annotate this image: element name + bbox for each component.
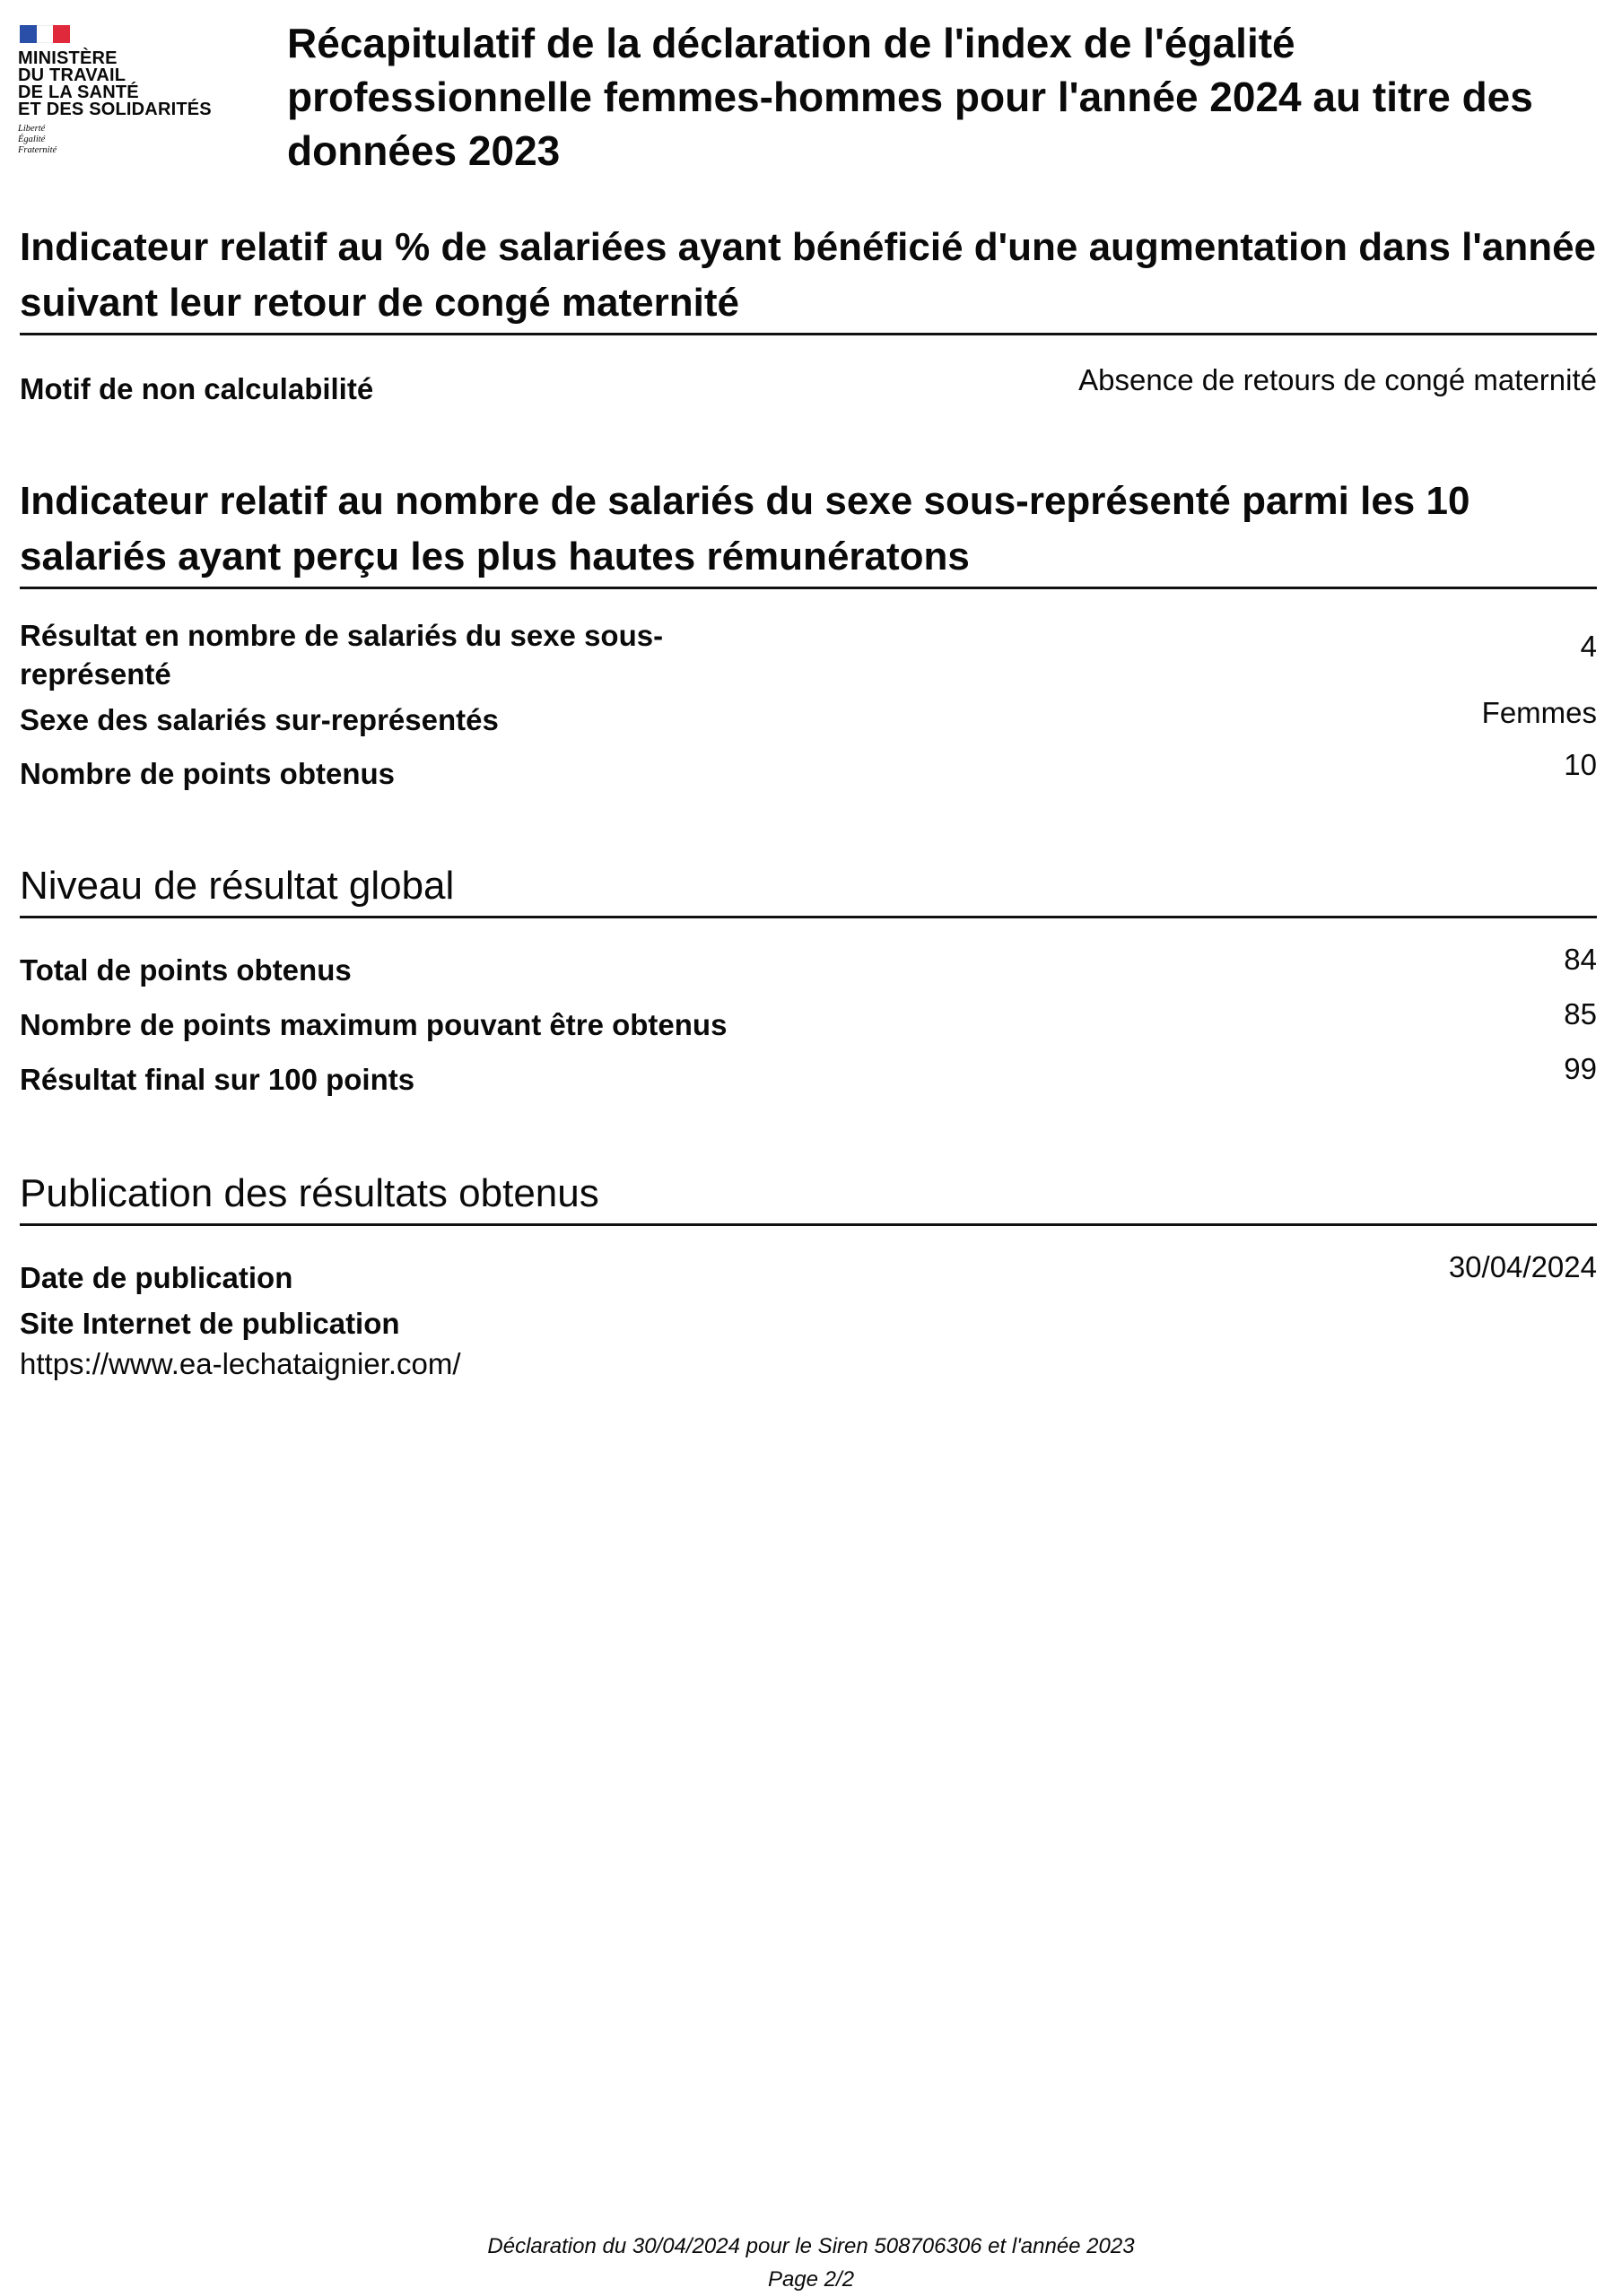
final-score-label: Résultat final sur 100 points — [20, 1063, 415, 1096]
ministry-line: ET DES SOLIDARITÉS — [18, 100, 212, 119]
motto-line: Fraternité — [18, 145, 57, 155]
final-score-value: 99 — [1564, 1052, 1597, 1085]
result-count-value: 4 — [1580, 630, 1597, 663]
maternity-row — [20, 364, 1597, 408]
overrepresented-sex-label: Sexe des salariés sur-représentés — [20, 703, 499, 736]
section-top-salaries-indicator — [20, 474, 1597, 793]
points-value: 10 — [1564, 748, 1597, 781]
footer-declaration: Déclaration du 30/04/2024 pour le Siren 508706306 et l'année 2023 — [487, 2234, 1135, 2258]
max-points-row — [20, 997, 1597, 1044]
publication-site-label: Site Internet de publication — [20, 1307, 400, 1340]
document-title: Récapitulatif de la déclaration de l'index de l'égalité professionnelle femmes-hommes pour l'année 2024 au titre des données 2023 — [287, 20, 1533, 174]
non-calculability-value: Absence de retours de congé maternité — [1078, 363, 1597, 396]
page-footer — [0, 2230, 1622, 2296]
page-number: Page 2/2 — [767, 2267, 855, 2292]
total-points-row — [20, 943, 1597, 989]
total-points-label: Total de points obtenus — [20, 953, 352, 987]
section-maternity-indicator — [20, 220, 1597, 408]
motto-line: Liberté — [18, 124, 46, 134]
ministry-logo — [18, 25, 233, 182]
marianne-flag-icon — [20, 25, 70, 43]
result-count-row — [20, 616, 1597, 693]
ministry-line: DU TRAVAIL — [18, 65, 126, 85]
section-title: Indicateur relatif au nombre de salariés du sexe sous-représenté parmi les 10 salariés ayant perçu les plus hautes rémunératons — [20, 474, 1597, 589]
republic-motto — [18, 124, 233, 156]
total-points-value: 84 — [1564, 943, 1597, 976]
max-points-value: 85 — [1564, 997, 1597, 1031]
publication-date-label: Date de publication — [20, 1261, 293, 1294]
ministry-name — [18, 50, 233, 118]
section-publication — [20, 1166, 1597, 1383]
ministry-line: DE LA SANTÉ — [18, 83, 139, 102]
section-title: Niveau de résultat global — [20, 858, 1597, 918]
overrepresented-sex-value: Femmes — [1481, 696, 1597, 729]
non-calculability-label: Motif de non calculabilité — [20, 372, 374, 405]
publication-date-row — [20, 1250, 1597, 1297]
max-points-label: Nombre de points maximum pouvant être obtenus — [20, 1008, 728, 1041]
publication-site-url[interactable]: https://www.ea-lechataignier.com/ — [20, 1347, 461, 1380]
publication-date-value: 30/04/2024 — [1448, 1250, 1597, 1283]
result-count-label: Résultat en nombre de salariés du sexe sous-représenté — [20, 619, 664, 691]
section-title: Publication des résultats obtenus — [20, 1166, 1597, 1226]
section-title: Indicateur relatif au % de salariées ayant bénéficié d'une augmentation dans l'année suivant leur retour de congé maternité — [20, 220, 1597, 335]
points-row — [20, 748, 1597, 793]
motto-line: Égalité — [18, 135, 46, 144]
points-label: Nombre de points obtenus — [20, 757, 396, 790]
ministry-line: MINISTÈRE — [18, 48, 118, 68]
section-global-result — [20, 858, 1597, 1099]
overrepresented-sex-row — [20, 696, 1597, 739]
final-score-row — [20, 1052, 1597, 1099]
